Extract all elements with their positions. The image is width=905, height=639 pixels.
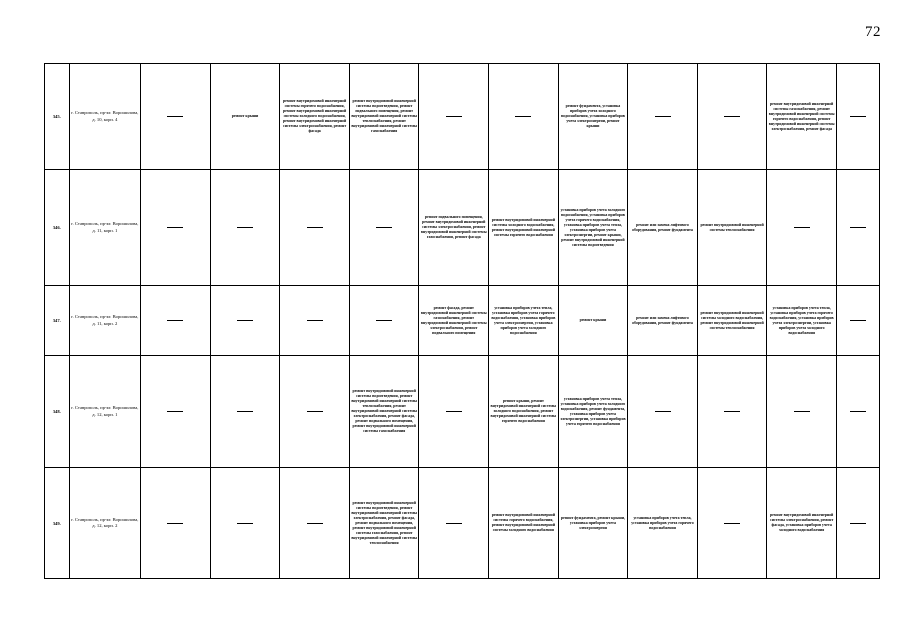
- address-cell: г. Ставрополь, пр-кт. Ворошилова, д. 11, корп. 2: [69, 286, 141, 356]
- empty-cell-dash: [697, 64, 767, 170]
- dash-mark: [307, 227, 323, 228]
- work-cell: ремонт фундамента, установка приборов учета холодного водоснабжения, установка приборов учета электроэнергии, ремонт крыши: [558, 64, 628, 170]
- work-cell: установка приборов учета тепла, установка приборов учета горячего водоснабжения: [628, 468, 698, 579]
- address-cell: г. Ставрополь, пр-кт. Ворошилова, д. 10, корп. 4: [69, 64, 141, 170]
- empty-cell-dash: [697, 468, 767, 579]
- dash-mark: [446, 411, 462, 412]
- empty-cell-dash: [628, 64, 698, 170]
- empty-cell-dash: [210, 286, 280, 356]
- dash-mark: [850, 227, 866, 228]
- work-cell: ремонт крыши, ремонт внутридомовой инженерной системы холодного водоснабжения, ремонт внутридомовой инженерной системы горячего водоснабжения: [489, 356, 559, 468]
- dash-mark: [237, 523, 253, 524]
- work-cell: ремонт внутридомовой инженерной системы электроснабжения, ремонт фасада, установка приборов учета холодного водоснабжения: [767, 468, 837, 579]
- work-cell: ремонт крыши: [210, 64, 280, 170]
- work-cell: ремонт внутридомовой инженерной системы газоснабжения, ремонт внутридомовой инженерной системы горячего водоснабжения, ремонт внутридомовой инженерной системы электроснабжения, ремонт фасада: [767, 64, 837, 170]
- dash-mark: [794, 227, 810, 228]
- work-cell: установка приборов учета тепла, установка приборов учета горячего водоснабжения, установка приборов учета электроэнергии, установка приборов учета холодного водоснабжения: [489, 286, 559, 356]
- work-cell: установка приборов учета холодного водоснабжения, установка приборов учета горячего водоснабжения, установка приборов учета тепла, установка приборов учета электроэнергии, ремонт крыши, ремонт внутридомовой инженерной системы водоотведения: [558, 170, 628, 286]
- dash-mark: [167, 523, 183, 524]
- table-row: [45, 286, 880, 356]
- empty-cell-dash: [141, 468, 211, 579]
- work-cell: ремонт внутридомовой инженерной системы горячего водоснабжения, ремонт внутридомовой инженерной системы холодного водоснабжения, ремонт внутридомовой инженерной системы электроснабжения, ремонт фасада: [280, 64, 350, 170]
- empty-cell-dash: [210, 170, 280, 286]
- dash-mark: [724, 116, 740, 117]
- row-number: 349.: [45, 468, 70, 579]
- work-cell: ремонт или замена лифтового оборудования, ремонт фундамента: [628, 170, 698, 286]
- empty-cell-dash: [349, 170, 419, 286]
- empty-cell-dash: [836, 468, 879, 579]
- dash-mark: [307, 320, 323, 321]
- work-cell: ремонт внутридомовой инженерной системы водоотведения, ремонт внутридомовой инженерной системы теплоснабжения, ремонт внутридомовой инженерной системы электроснабжения, ремонт фасада, ремонт подвального помещения, ремонт внутридомовой инженерной системы газоснабжения: [349, 356, 419, 468]
- dash-mark: [167, 227, 183, 228]
- dash-mark: [850, 116, 866, 117]
- empty-cell-dash: [280, 286, 350, 356]
- dash-mark: [850, 411, 866, 412]
- work-cell: ремонт фундамента, ремонт крыши, установка приборов учета электроэнергии: [558, 468, 628, 579]
- dash-mark: [167, 411, 183, 412]
- empty-cell-dash: [767, 356, 837, 468]
- empty-cell-dash: [141, 64, 211, 170]
- empty-cell-dash: [836, 286, 879, 356]
- dash-mark: [850, 523, 866, 524]
- empty-cell-dash: [697, 356, 767, 468]
- empty-cell-dash: [419, 356, 489, 468]
- work-cell: ремонт внутридомовой инженерной системы водоотведения, ремонт подвального помещения, ремонт внутридомовой инженерной системы теплоснабжения, ремонт внутридомовой инженерной системы газоснабжения: [349, 64, 419, 170]
- work-cell: установка приборов учета тепла, установка приборов учета горячего водоснабжения, установка приборов учета электроэнергии, установка приборов учета холодного водоснабжения: [767, 286, 837, 356]
- address-cell: г. Ставрополь, пр-кт. Ворошилова, д. 12, корп. 1: [69, 356, 141, 468]
- empty-cell-dash: [836, 170, 879, 286]
- table-body: [45, 64, 880, 579]
- work-cell: ремонт внутридомовой инженерной системы холодного водоснабжения, ремонт внутридомовой инженерной системы горячего водоснабжения: [489, 170, 559, 286]
- dash-mark: [850, 320, 866, 321]
- dash-mark: [237, 227, 253, 228]
- address-cell: г. Ставрополь, пр-кт. Ворошилова, д. 11, корп. 1: [69, 170, 141, 286]
- row-number: 346.: [45, 170, 70, 286]
- empty-cell-dash: [628, 356, 698, 468]
- empty-cell-dash: [210, 468, 280, 579]
- address-cell: г. Ставрополь, пр-кт. Ворошилова, д. 12, корп. 2: [69, 468, 141, 579]
- empty-cell-dash: [280, 356, 350, 468]
- dash-mark: [724, 523, 740, 524]
- dash-mark: [724, 411, 740, 412]
- dash-mark: [307, 523, 323, 524]
- work-cell: ремонт внутридомовой инженерной системы водоотведения, ремонт внутридомовой инженерной системы электроснабжения, ремонт фасада, ремонт подвального помещения, ремонт внутридомовой инженерной системы газоснабжения, ремонт внутридомовой инженерной системы теплоснабжения: [349, 468, 419, 579]
- dash-mark: [655, 411, 671, 412]
- dash-mark: [376, 227, 392, 228]
- empty-cell-dash: [210, 356, 280, 468]
- work-cell: ремонт крыши: [558, 286, 628, 356]
- table-row: [45, 356, 880, 468]
- empty-cell-dash: [836, 356, 879, 468]
- table-row: [45, 468, 880, 579]
- dash-mark: [376, 320, 392, 321]
- work-cell: ремонт подвального помещения, ремонт внутридомовой инженерной системы электроснабжения, ремонт внутридомовой инженерной системы газоснабжения, ремонт фасада: [419, 170, 489, 286]
- dash-mark: [446, 523, 462, 524]
- dash-mark: [237, 411, 253, 412]
- dash-mark: [237, 320, 253, 321]
- work-cell: ремонт внутридомовой инженерной системы холодного водоснабжения, ремонт внутридомовой инженерной системы теплоснабжения: [697, 286, 767, 356]
- work-cell: установка приборов учета тепла, установка приборов учета холодного водоснабжения, ремонт фундамента, установка приборов учета электроэнергии, установка приборов учета горячего водоснабжения: [558, 356, 628, 468]
- dash-mark: [446, 116, 462, 117]
- dash-mark: [794, 411, 810, 412]
- empty-cell-dash: [489, 64, 559, 170]
- work-cell: ремонт фасада, ремонт внутридомовой инженерной системы газоснабжения, ремонт внутридомовой инженерной системы электроснабжения, ремонт подвального помещения: [419, 286, 489, 356]
- empty-cell-dash: [767, 170, 837, 286]
- dash-mark: [655, 116, 671, 117]
- empty-cell-dash: [280, 170, 350, 286]
- empty-cell-dash: [419, 64, 489, 170]
- repair-schedule-table: [44, 63, 880, 579]
- dash-mark: [167, 320, 183, 321]
- empty-cell-dash: [141, 170, 211, 286]
- work-cell: ремонт или замена лифтового оборудования, ремонт фундамента: [628, 286, 698, 356]
- table-row: [45, 170, 880, 286]
- empty-cell-dash: [141, 356, 211, 468]
- empty-cell-dash: [419, 468, 489, 579]
- empty-cell-dash: [280, 468, 350, 579]
- empty-cell-dash: [349, 286, 419, 356]
- work-cell: ремонт внутридомовой инженерной системы горячего водоснабжения, ремонт внутридомовой инженерной системы холодного водоснабжения: [489, 468, 559, 579]
- row-number: 348.: [45, 356, 70, 468]
- dash-mark: [307, 411, 323, 412]
- row-number: 345.: [45, 64, 70, 170]
- table-row: [45, 64, 880, 170]
- empty-cell-dash: [836, 64, 879, 170]
- row-number: 347.: [45, 286, 70, 356]
- work-cell: ремонт внутридомовой инженерной системы теплоснабжения: [697, 170, 767, 286]
- dash-mark: [167, 116, 183, 117]
- page-number: 72: [865, 24, 881, 40]
- dash-mark: [515, 116, 531, 117]
- empty-cell-dash: [141, 286, 211, 356]
